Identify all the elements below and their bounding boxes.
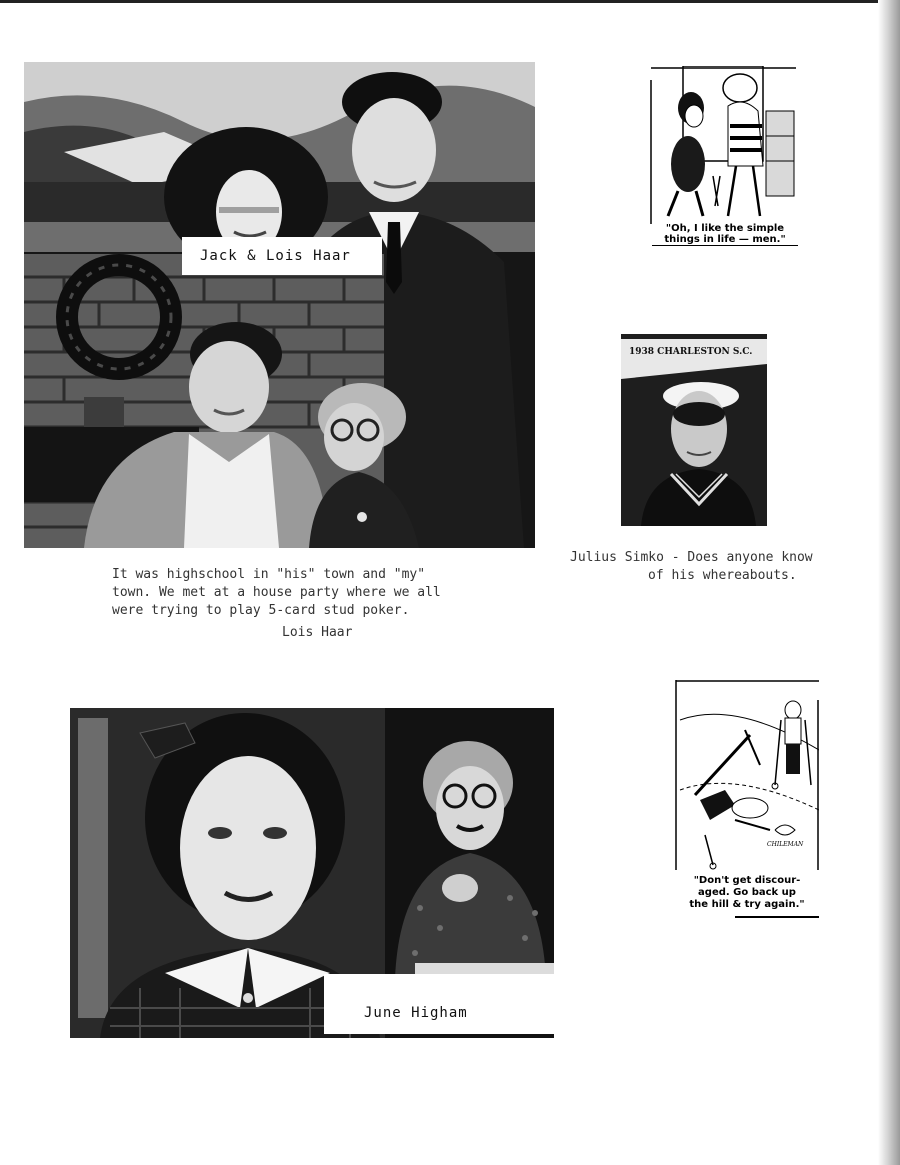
cartoon-2-caption-line: "Don't get discour-: [693, 875, 801, 886]
caption-line: Julius Simko - Does anyone know: [570, 550, 813, 565]
haar-family-photo: [24, 62, 535, 548]
cartoon-1-caption-line: things in life — men.": [664, 234, 786, 245]
pennant-text: 1938 CHARLESTON S.C.: [629, 347, 753, 357]
caption-line: town. We met at a house party where we all: [112, 585, 441, 600]
caption-line: were trying to play 5-card stud poker.: [112, 603, 410, 618]
cartoon-simple-things: [648, 66, 798, 250]
cartoon-2-caption: [679, 875, 815, 911]
cartoon-1-caption: [652, 223, 798, 246]
cartoon-1-caption-line: "Oh, I like the simple: [665, 223, 785, 234]
haar-story-caption: [112, 566, 532, 620]
cartoon-skier: [675, 680, 819, 920]
cartoon-2-signature: CHILEMAN: [767, 841, 804, 848]
cartoon-2-bottom-rule: [735, 916, 819, 918]
haar-photo-label: Jack & Lois Haar: [182, 237, 382, 275]
caption-line: of his whereabouts.: [648, 568, 797, 583]
caption-author: Lois Haar: [282, 625, 353, 640]
julius-simko-photo: [621, 334, 767, 526]
page-top-rule: [0, 0, 900, 3]
cartoon-2-caption-line: the hill & try again.": [689, 899, 805, 910]
cartoon-2-caption-line: aged. Go back up: [698, 887, 796, 898]
june-higham-label: June Higham: [324, 974, 558, 1034]
julius-simko-caption: [570, 549, 850, 585]
page-binding-shadow: [878, 0, 900, 1165]
caption-line: It was highschool in "his" town and "my": [112, 567, 426, 582]
